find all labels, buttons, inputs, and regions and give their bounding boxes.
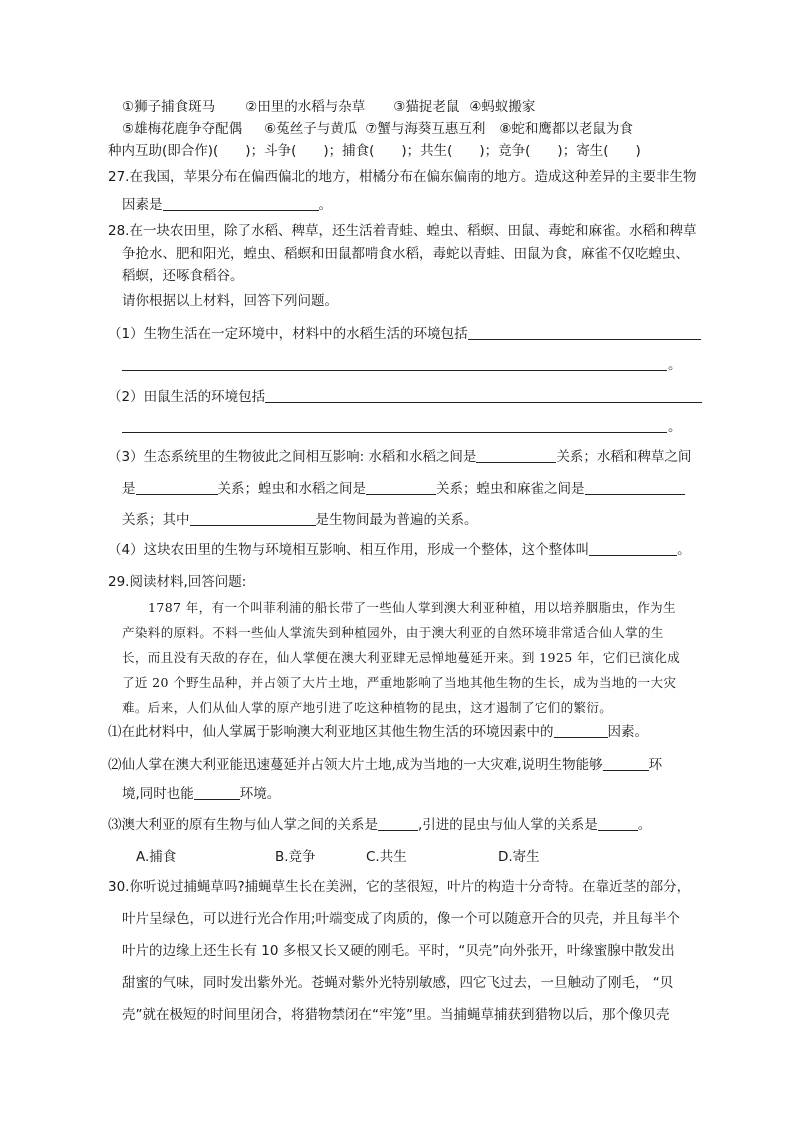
q28-part3-text-c: 是 xyxy=(122,481,136,497)
q28-text-line2: 争抢水、肥和阳光，蝗虫、稻螟和田鼠都啃食水稻，毒蛇以青蛙、田鼠为食，麻雀不仅吃蝗虫、 xyxy=(122,246,689,262)
q29-passage-line: 难。后来，人们从仙人掌的原产地引进了吃这种植物的昆虫，这才遏制了它们的繁衍。 xyxy=(122,700,613,715)
q29-sub1-suffix: 因素。 xyxy=(607,724,648,740)
q28-part3-blank-3[interactable] xyxy=(366,480,436,495)
q27-blank[interactable] xyxy=(163,196,319,211)
q29-sub3-text-b: ,引进的昆虫与仙人掌的关系是 xyxy=(418,817,598,833)
q30-text-line: 叶片的边缘上还生长有 10 多根又长又硬的刚毛。平时，“贝壳”向外张开，叶缘蜜腺中散发出 xyxy=(122,943,675,959)
q29-passage-line: 长，而且没有天敌的存在，仙人掌便在澳大利亚肆无忌惮地蔓延开来。到 1925 年，它们已演化成 xyxy=(122,650,681,665)
q30-text-line: 叶片呈绿色，可以进行光合作用;叶端变成了肉质的，像一个可以随意开合的贝壳，并且每半个 xyxy=(122,911,681,927)
q28-part3-blank-5[interactable] xyxy=(190,511,316,526)
q28-part3-blank-1[interactable] xyxy=(476,448,556,463)
q28-part3-text-b: 关系；水稻和稗草之间 xyxy=(556,449,692,465)
q30-text-line: 甜蜜的气味，同时发出紫外光。苍蝇对紫外光特别敏感，四它飞过去，一旦触动了刚毛， “贝 xyxy=(122,975,674,991)
q29-title: 29.阅读材料,回答问题: xyxy=(108,574,247,590)
q28-part3-blank-2[interactable] xyxy=(136,480,218,495)
q28-part4-blank[interactable] xyxy=(589,541,677,556)
q29-sub3-blank-2[interactable] xyxy=(598,816,638,831)
q29-sub1-text: ⑴在此材料中，仙人掌属于影响澳大利亚地区其他生物生活的环境因素中的 xyxy=(108,724,554,740)
q26-item-2: ②田里的水稻与杂草 xyxy=(245,99,366,115)
q29-sub3 xyxy=(108,816,651,834)
q28-part2 xyxy=(108,388,702,406)
q28-text-line3: 稻螟，还啄食稻谷。 xyxy=(122,268,244,284)
q28-part4-period: 。 xyxy=(677,542,691,558)
q26-options-row2 xyxy=(122,120,633,138)
q28-part2-period: 。 xyxy=(668,419,682,435)
q29-sub3-text-c: 。 xyxy=(637,817,652,833)
q29-option-b: B.竞争 xyxy=(275,849,316,865)
q26-answer-line: 种内互助(即合作)( )；斗争( )；捕食( )；共生( )；竞争( )；寄生( ) xyxy=(108,143,641,159)
q28-part3-text-f: 关系；其中 xyxy=(122,512,190,528)
q27-prefix: 因素是 xyxy=(122,197,163,213)
q29-passage-line: 了近 20 个野生品种，并占领了大片土地，严重地影响了当地其他生物的生长，成为当地的一大灾 xyxy=(122,675,677,690)
q30-text-line: 壳”就在极短的时间里闭合，将猎物禁闭在“牢笼”里。当捕蝇草捕获到猎物以后，那个像贝壳 xyxy=(122,1007,670,1023)
q29-option-c: C.共生 xyxy=(366,849,407,865)
q27-text: 27.在我国，苹果分布在偏西偏北的地方，柑橘分布在偏东偏南的地方。造成这种差异的主要非生物 xyxy=(108,169,697,185)
q27-suffix: 。 xyxy=(318,197,332,213)
q28-part1-blank-a[interactable] xyxy=(468,325,701,340)
q29-sub1 xyxy=(108,723,648,741)
q29-passage-line: 产染料的原料。不料一些仙人掌流失到种植园外，由于澳大利亚的自然环境非常适合仙人掌的生 xyxy=(122,625,664,640)
q29-sub2-text-d: 环境。 xyxy=(239,786,281,802)
q28-part4 xyxy=(108,541,691,559)
q26-item-1: ①狮子捕食斑马 xyxy=(122,99,216,115)
q29-sub2-line2 xyxy=(122,785,280,803)
q29-sub2-blank-2[interactable] xyxy=(194,785,240,800)
q28-part3-line2 xyxy=(122,480,685,498)
q26-item-3: ③猫捉老鼠 xyxy=(393,99,460,115)
q29-sub2-text-c: 境,同时也能 xyxy=(122,786,194,802)
q28-text-line1: 28.在一块农田里，除了水稻、稗草，还生活着青蛙、蝗虫、稻螟、田鼠、毒蛇和麻雀。水稻和稗草 xyxy=(108,223,697,239)
q26-item-7: ⑦蟹与海葵互惠互利 xyxy=(365,121,486,137)
q29-passage-line: 1787 年，有一个叫菲利浦的船长带了一些仙人掌到澳大利亚种植，用以培养胭脂虫，作为生 xyxy=(148,600,676,615)
q28-part3-text-d: 关系；蝗虫和水稻之间是 xyxy=(217,481,366,497)
q28-part1-period: 。 xyxy=(668,357,682,373)
q29-option-d: D.寄生 xyxy=(498,849,540,865)
q28-part3-text-g: 是生物间最为普遍的关系。 xyxy=(315,512,478,528)
q28-part2-blank-a[interactable] xyxy=(265,388,702,403)
q28-part3-line3 xyxy=(122,511,478,529)
q29-sub2-line1 xyxy=(108,756,662,774)
q28-part2-blank-b[interactable] xyxy=(122,432,667,433)
q28-part2-text: （2）田鼠生活的环境包括 xyxy=(108,389,266,405)
q26-options-row1 xyxy=(122,98,535,116)
q29-sub2-text-b: 环 xyxy=(648,757,663,773)
q28-part3-text-e: 关系；蝗虫和麻雀之间是 xyxy=(436,481,585,497)
q28-part3-text-a: （3）生态系统里的生物彼此之间相互影响: 水稻和水稻之间是 xyxy=(108,449,477,465)
q28-part4-text: （4）这块农田里的生物与环境相互影响、相互作用，形成一个整体，这个整体叫 xyxy=(108,542,590,558)
q26-item-6: ⑥菟丝子与黄瓜 xyxy=(264,121,358,137)
q30-text-line: 30.你听说过捕蝇草吗?捕蝇草生长在美洲，它的茎很短，叶片的构造十分奇特。在靠近茎的部分， xyxy=(108,879,691,895)
q27-answer xyxy=(122,196,332,214)
q28-part1-text: （1）生物生活在一定环境中，材料中的水稻生活的环境包括 xyxy=(108,326,468,342)
q29-sub2-text: ⑵仙人掌在澳大利亚能迅速蔓延并占领大片土地,成为当地的一大灾难,说明生物能够 xyxy=(108,757,603,773)
q29-sub3-text-a: ⑶澳大利亚的原有生物与仙人掌之间的关系是 xyxy=(108,817,378,833)
q28-part1 xyxy=(108,325,701,343)
q28-part3-line1 xyxy=(108,448,691,466)
q29-sub2-blank-1[interactable] xyxy=(603,756,649,771)
q28-part3-blank-4[interactable] xyxy=(585,480,685,495)
q29-sub1-blank[interactable] xyxy=(554,723,608,738)
q26-item-4: ④蚂蚁搬家 xyxy=(469,99,536,115)
q26-item-8: ⑧蛇和鹰都以老鼠为食 xyxy=(499,121,633,137)
q29-option-a: A.捕食 xyxy=(136,849,177,865)
q26-item-5: ⑤雄梅花鹿争夺配偶 xyxy=(122,121,243,137)
q29-sub3-blank-1[interactable] xyxy=(378,816,418,831)
q28-part1-blank-b[interactable] xyxy=(122,370,667,371)
q28-instruction: 请你根据以上材料，回答下列问题。 xyxy=(122,293,338,309)
